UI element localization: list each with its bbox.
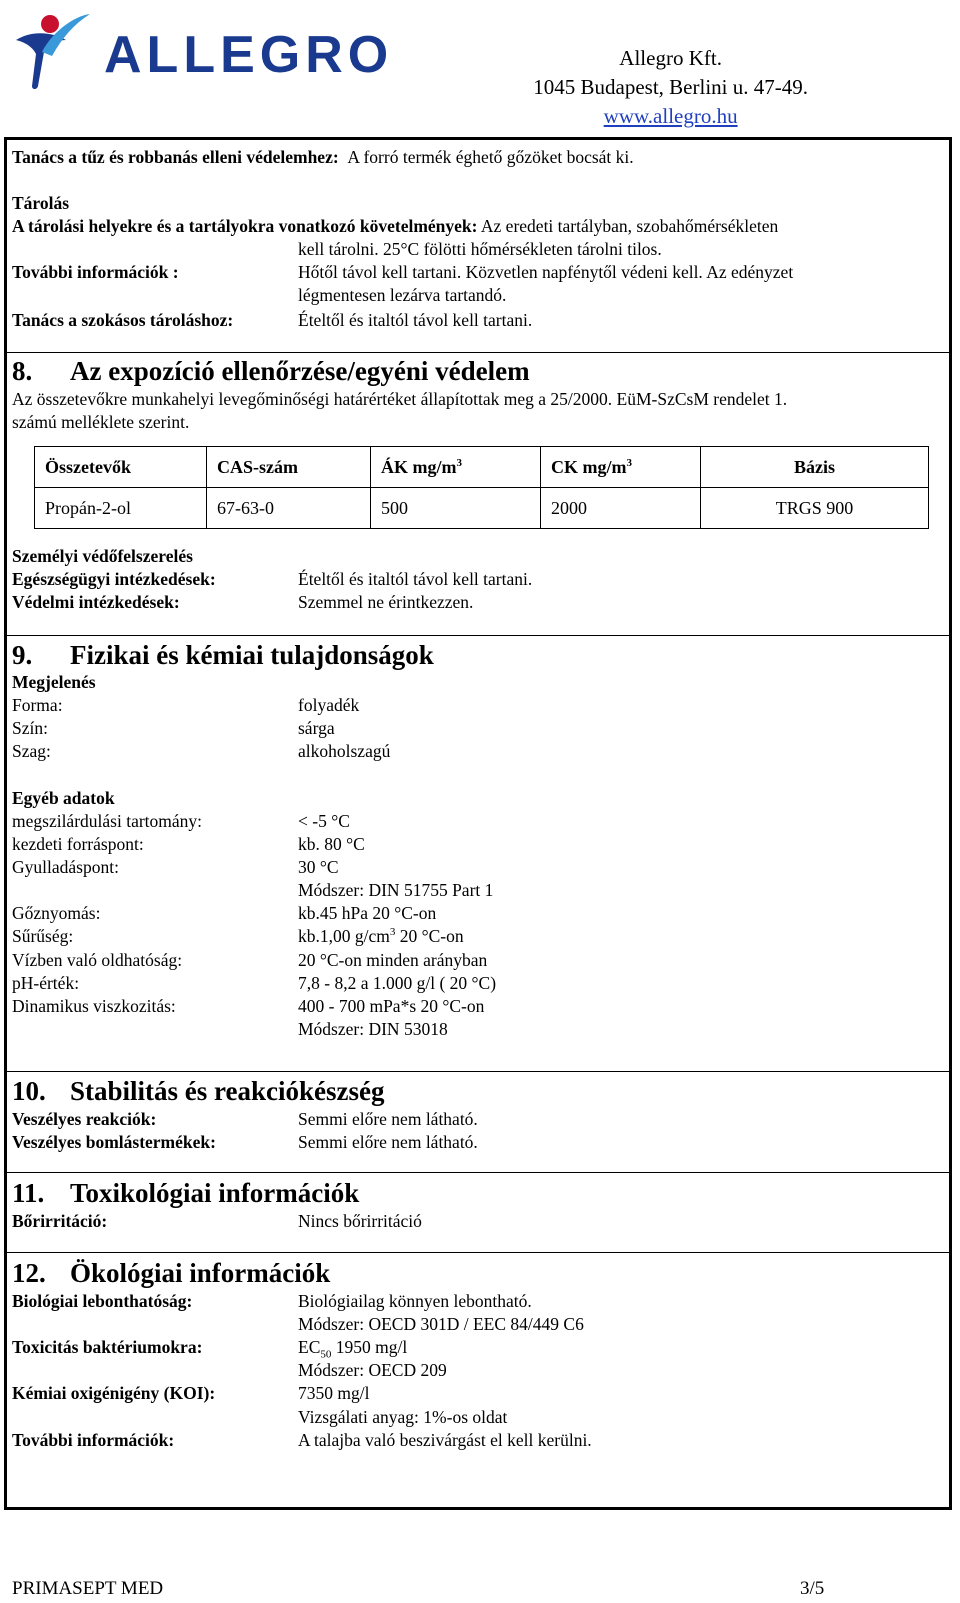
section-8-intro: Az összetevőkre munkahelyi levegőminőségi határértéket állapítottak meg a 25/2000. EüM-SzCsM rendelet 1.	[12, 389, 788, 409]
company-url-link[interactable]: www.allegro.hu	[603, 104, 738, 128]
protection-label: Védelmi intézkedések:	[12, 592, 180, 612]
section-8-heading	[12, 355, 530, 387]
ph-value: 7,8 - 8,2 a 1.000 g/l ( 20 °C)	[298, 973, 497, 993]
divider	[4, 635, 949, 636]
freeze-label: megszilárdulási tartomány:	[12, 811, 203, 831]
skin-irritation-label: Bőrirritáció:	[12, 1211, 108, 1231]
company-info	[533, 44, 808, 131]
cod-value: 7350 mg/l	[298, 1383, 370, 1403]
table-header-cell: Összetevők	[35, 447, 207, 488]
biodegradability-value: Biológiailag könnyen lebontható.	[298, 1291, 532, 1311]
form-value: folyadék	[298, 695, 360, 715]
hazardous-reactions-label: Veszélyes reakciók:	[12, 1109, 157, 1129]
section-8-title: Az expozíció ellenőrzése/egyéni védelem	[70, 356, 530, 386]
cod-sample: Vizsgálati anyag: 1%-os oldat	[298, 1407, 508, 1427]
solubility-label: Vízben való oldhatóság:	[12, 950, 183, 970]
protection-value: Szemmel ne érintkezzen.	[298, 592, 474, 612]
boil-label: kezdeti forráspont:	[12, 834, 144, 854]
section-10-number: 10.	[12, 1076, 46, 1106]
bacteria-toxicity-method: Módszer: OECD 209	[298, 1360, 447, 1380]
fire-advice	[12, 146, 634, 168]
ppe-title: Személyi védőfelszerelés	[12, 546, 193, 566]
flash-method: Módszer: DIN 51755 Part 1	[298, 880, 494, 900]
storage-info-label: További információk :	[12, 262, 179, 282]
storage-advice-value: Ételtől és italtól távol kell tartani.	[298, 310, 533, 330]
storage-req-value: Az eredeti tartályban, szobahőmérsékleten	[480, 216, 779, 236]
footer-page-number: 3/5	[800, 1578, 825, 1599]
viscosity-value: 400 - 700 mPa*s 20 °C-on	[298, 996, 485, 1016]
table-row	[35, 488, 929, 529]
appearance-title: Megjelenés	[12, 672, 96, 692]
freeze-value: < -5 °C	[298, 811, 350, 831]
table-header-cell: ÁK $mg/m^3$	[371, 447, 541, 488]
odor-value: alkoholszagú	[298, 741, 391, 761]
section-11-title: Toxikológiai információk	[70, 1178, 360, 1208]
fire-advice-label: Tanács a tűz és robbanás elleni védelemhez:	[12, 147, 339, 167]
storage-info-value: Hőtől távol kell tartani. Közvetlen napfénytől védeni kell. Az edényzet	[298, 262, 794, 282]
color-label: Szín:	[12, 718, 48, 738]
storage-req-label: A tárolási helyekre és a tartályokra vonatkozó követelmények:	[12, 216, 478, 236]
exposure-limits-table	[34, 446, 929, 529]
section-11-number: 11.	[12, 1178, 45, 1208]
flash-value: 30 °C	[298, 857, 339, 877]
section-9-title: Fizikai és kémiai tulajdonságok	[70, 640, 434, 670]
divider	[4, 352, 949, 353]
bacteria-toxicity-label: Toxicitás baktériumokra:	[12, 1337, 203, 1357]
svg-text:ALLEGRO: ALLEGRO	[104, 26, 394, 84]
decomposition-label: Veszélyes bomlástermékek:	[12, 1132, 216, 1152]
storage-info-value-cont: légmentesen lezárva tartandó.	[298, 285, 507, 305]
skin-irritation-value: Nincs bőrirritáció	[298, 1211, 422, 1231]
table-header-cell: Bázis	[701, 447, 929, 488]
table-cell: 2000	[541, 488, 701, 529]
company-name: Allegro Kft.	[619, 46, 722, 70]
company-address: 1045 Budapest, Berlini u. 47-49.	[533, 75, 808, 99]
more-info-value: A talajba való beszivárgást el kell kerülni.	[298, 1430, 592, 1450]
viscosity-label: Dinamikus viszkozitás:	[12, 996, 176, 1016]
section-10-title: Stabilitás és reakciókészség	[70, 1076, 385, 1106]
vapor-value: kb.45 hPa 20 °C-on	[298, 903, 437, 923]
section-8-intro-cont: számú melléklete szerint.	[12, 412, 190, 432]
solubility-value: 20 °C-on minden arányban	[298, 950, 488, 970]
section-9-heading	[12, 639, 434, 671]
more-info-label: További információk:	[12, 1430, 175, 1450]
flash-label: Gyulladáspont:	[12, 857, 119, 877]
hygiene-value: Ételtől és italtól távol kell tartani.	[298, 569, 533, 589]
table-cell: 67-63-0	[207, 488, 371, 529]
boil-value: kb. 80 °C	[298, 834, 365, 854]
ph-label: pH-érték:	[12, 973, 80, 993]
table-header-row	[35, 447, 929, 488]
allegro-logo	[12, 6, 394, 94]
table-header-cell: CK $mg/m^3$	[541, 447, 701, 488]
section-12-heading	[12, 1257, 330, 1289]
section-12-title: Ökológiai információk	[70, 1258, 331, 1288]
storage-title: Tárolás	[12, 193, 70, 213]
density-label: Sűrűség:	[12, 926, 74, 946]
table-header-cell: CAS-szám	[207, 447, 371, 488]
hygiene-label: Egészségügyi intézkedések:	[12, 569, 216, 589]
section-11-heading	[12, 1177, 359, 1209]
divider	[4, 1172, 949, 1173]
allegro-logo-icon	[12, 6, 394, 94]
fire-advice-value: A forró termék éghető gőzöket bocsát ki.	[347, 147, 634, 167]
bacteria-toxicity-value: $EC_{50}$ 1950 mg/l	[298, 1337, 408, 1361]
viscosity-method: Módszer: DIN 53018	[298, 1019, 448, 1039]
hazardous-reactions-value: Semmi előre nem látható.	[298, 1109, 478, 1129]
section-10-heading	[12, 1075, 384, 1107]
section-8-number: 8.	[12, 356, 33, 386]
other-data-title: Egyéb adatok	[12, 788, 115, 808]
table-cell: TRGS 900	[701, 488, 929, 529]
storage-req-value-cont: kell tárolni. 25°C fölötti hőmérsékleten tárolni tilos.	[298, 239, 662, 259]
section-12-number: 12.	[12, 1258, 46, 1288]
storage-requirements	[12, 215, 778, 237]
form-label: Forma:	[12, 695, 63, 715]
biodegradability-method: Módszer: OECD 301D / EEC 84/449 C6	[298, 1314, 584, 1334]
table-cell: Propán-2-ol	[35, 488, 207, 529]
divider	[4, 1252, 949, 1253]
odor-label: Szag:	[12, 741, 51, 761]
vapor-label: Gőznyomás:	[12, 903, 101, 923]
color-value: sárga	[298, 718, 335, 738]
footer-product-name: PRIMASEPT MED	[12, 1578, 164, 1599]
biodegradability-label: Biológiai lebonthatóság:	[12, 1291, 193, 1311]
divider	[4, 1071, 949, 1072]
storage-advice-label: Tanács a szokásos tároláshoz:	[12, 310, 234, 330]
cod-label: Kémiai oxigénigény (KOI):	[12, 1383, 216, 1403]
section-9-number: 9.	[12, 640, 33, 670]
density-value: kb.1,00 $g/cm^3$ 20 °C-on	[298, 926, 464, 946]
table-cell: 500	[371, 488, 541, 529]
decomposition-value: Semmi előre nem látható.	[298, 1132, 478, 1152]
